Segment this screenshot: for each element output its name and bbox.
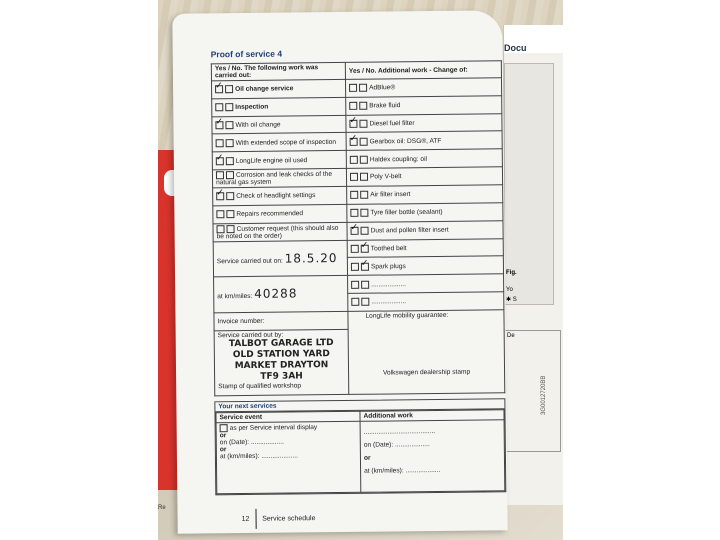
left-cell <box>211 79 345 98</box>
left-cell <box>212 133 346 152</box>
next-services <box>214 398 506 495</box>
left-label: Oil change service <box>235 85 294 94</box>
left-cell <box>212 115 346 134</box>
yes-checkbox[interactable] <box>351 227 359 235</box>
no-checkbox[interactable] <box>225 86 233 94</box>
yes-checkbox[interactable] <box>216 193 224 201</box>
dots: ................... <box>371 280 406 288</box>
left-cell <box>212 151 346 170</box>
longlife-space <box>351 318 501 370</box>
longlife-cell <box>348 310 505 394</box>
no-checkbox[interactable] <box>360 191 368 199</box>
km-label: at km/miles: <box>217 293 253 301</box>
right-page <box>503 25 563 505</box>
yes-checkbox[interactable] <box>350 173 358 181</box>
left-cell <box>213 204 347 223</box>
no-checkbox[interactable] <box>226 192 234 200</box>
yo-text: Yo <box>506 287 513 293</box>
additional-work-cell <box>360 419 505 492</box>
no-checkbox[interactable] <box>226 139 234 147</box>
right-cell <box>347 203 503 222</box>
right-label: Haldex coupling: oil <box>369 155 428 164</box>
left-header: Yes / No. The following work was carried out: <box>211 62 345 80</box>
or-text: or <box>219 445 227 453</box>
no-checkbox[interactable] <box>226 171 234 179</box>
right-cell <box>347 220 503 240</box>
spark-plugs-label: Spark plugs <box>370 262 406 271</box>
right-label: Diesel fuel filter <box>369 119 415 128</box>
km-cell <box>214 276 348 313</box>
yes-checkbox[interactable] <box>215 121 223 129</box>
no-checkbox[interactable] <box>226 225 234 233</box>
fig-label: Fig. <box>506 270 517 276</box>
de-text: De <box>507 333 515 339</box>
blank-cell <box>348 274 504 293</box>
blank-cell <box>348 292 504 311</box>
left-margin-1: Re <box>158 505 166 511</box>
right-cell <box>346 149 502 168</box>
yes-checkbox[interactable] <box>350 138 358 146</box>
workshop-stamp <box>218 338 345 383</box>
left-label: With extended scope of inspection <box>235 138 337 147</box>
service-date-cell <box>213 240 347 277</box>
stamp-line: TF9 3AH <box>260 370 303 382</box>
no-checkbox[interactable] <box>359 84 367 92</box>
right-page-header: Docu <box>504 25 563 53</box>
bullet-text: ✱ S <box>506 297 517 303</box>
next-services-heading: Your next services <box>215 399 504 412</box>
longlife-label: LongLife mobility guarantee: <box>365 311 449 320</box>
right-label: Air filter insert <box>370 191 411 199</box>
date-field[interactable]: on (Date): ................... <box>363 440 430 449</box>
footer-divider <box>255 509 256 529</box>
no-checkbox[interactable] <box>360 173 368 181</box>
page-title: Proof of service 4 <box>210 48 283 60</box>
no-checkbox[interactable] <box>361 227 369 235</box>
stamp-cell <box>214 329 349 395</box>
photo <box>158 0 563 540</box>
left-label: LongLife engine oil used <box>235 156 308 165</box>
right-cell <box>345 78 501 97</box>
no-checkbox[interactable] <box>360 137 368 145</box>
right-cell <box>347 185 503 204</box>
page-content <box>211 46 506 495</box>
no-checkbox[interactable] <box>226 210 234 218</box>
right-page-table <box>504 330 561 452</box>
right-label: Gearbox oil: DSG®, ATF <box>369 137 442 146</box>
checkbox[interactable] <box>220 424 228 432</box>
service-date-label: Service carried out on: <box>216 257 283 266</box>
no-checkbox[interactable] <box>226 157 234 165</box>
service-page <box>172 10 507 533</box>
stamp-line: TALBOT GARAGE LTD <box>228 337 334 349</box>
service-table <box>211 60 505 396</box>
stamp-label: Stamp of qualified workshop <box>218 381 302 390</box>
stamp-line: MARKET DRAYTON <box>234 359 329 371</box>
left-cell <box>213 222 347 241</box>
right-label: Poly V-belt <box>369 173 402 181</box>
dots: ................... <box>371 298 407 306</box>
right-cell <box>346 167 502 187</box>
yes-checkbox[interactable] <box>216 210 224 218</box>
or-text: or <box>363 454 371 462</box>
yes-checkbox[interactable] <box>350 209 358 217</box>
work-field[interactable]: ....................................... <box>363 427 436 436</box>
date-field[interactable]: on (Date): .................. <box>219 438 284 446</box>
page-number: 12 <box>241 515 250 523</box>
yes-checkbox[interactable] <box>216 225 224 233</box>
stamp-line: OLD STATION YARD <box>232 348 330 360</box>
left-label: Check of headlight settings <box>236 192 316 201</box>
yes-checkbox[interactable] <box>349 120 357 128</box>
no-checkbox[interactable] <box>360 209 368 217</box>
or-text: or <box>219 431 227 439</box>
table-row <box>214 310 504 331</box>
no-checkbox[interactable] <box>359 120 367 128</box>
table-row <box>216 419 505 493</box>
right-cell <box>346 131 502 150</box>
service-event-cell <box>216 421 361 494</box>
section-name: Service schedule <box>262 515 316 523</box>
right-label: Dust and pollen filter insert <box>370 226 449 235</box>
yes-checkbox[interactable] <box>361 245 369 253</box>
left-label: Repairs recommended <box>236 210 304 219</box>
no-checkbox[interactable] <box>351 280 359 288</box>
right-page-figure <box>504 63 554 305</box>
left-cell <box>213 186 347 205</box>
right-cell <box>346 113 502 132</box>
right-cell <box>346 96 502 115</box>
additional-work-header: Additional work <box>360 409 504 421</box>
yes-checkbox[interactable] <box>349 84 357 92</box>
side-code: 3G0012720BB <box>541 375 547 415</box>
spark-plugs-cell <box>347 256 503 275</box>
service-event-header: Service event <box>216 411 360 423</box>
left-cell <box>212 97 346 116</box>
dealer-stamp-label: Volkswagen dealership stamp <box>382 368 471 377</box>
no-checkbox[interactable] <box>225 103 233 111</box>
yes-checkbox[interactable] <box>215 86 223 94</box>
no-checkbox[interactable] <box>359 102 367 110</box>
toothed-belt-label: Toothed belt <box>370 245 407 253</box>
invoice-label: Invoice number: <box>214 311 348 330</box>
left-label: Corrosion and leak checks of the natural gas system <box>216 170 333 187</box>
km-field[interactable]: at (km/miles): ................... <box>364 466 441 475</box>
left-cell <box>212 168 346 187</box>
page-footer <box>241 508 315 529</box>
yes-checkbox[interactable] <box>349 102 357 110</box>
km-field[interactable]: at (km/miles): .................... <box>219 452 299 460</box>
km-value: 40288 <box>254 286 298 302</box>
right-label: AdBlue® <box>369 84 396 92</box>
no-checkbox[interactable] <box>360 155 368 163</box>
no-checkbox[interactable] <box>351 263 359 271</box>
no-checkbox[interactable] <box>351 298 359 306</box>
no-checkbox[interactable] <box>225 121 233 129</box>
yes-checkbox[interactable] <box>361 298 369 306</box>
no-checkbox[interactable] <box>351 245 359 253</box>
right-label: Brake fluid <box>369 102 401 110</box>
service-date-value: 18.5.20 <box>284 250 338 266</box>
yes-checkbox[interactable] <box>216 139 224 147</box>
carried-out-by-label: Service carried out by: <box>217 331 284 339</box>
right-label: Tyre filler bottle (sealant) <box>370 208 443 217</box>
right-header: Yes / No. Additional work - Change of: <box>345 61 501 80</box>
yes-checkbox[interactable] <box>361 280 369 288</box>
yes-checkbox[interactable] <box>350 191 358 199</box>
yes-checkbox[interactable] <box>216 157 224 165</box>
left-label: With oil change <box>235 121 281 129</box>
next-services-table <box>215 409 505 494</box>
yes-checkbox[interactable] <box>216 171 224 179</box>
left-label: Customer request (this should also be noted on the order) <box>216 224 339 240</box>
left-label: Inspection <box>235 103 269 112</box>
yes-checkbox[interactable] <box>215 103 223 111</box>
yes-checkbox[interactable] <box>361 262 369 270</box>
yes-checkbox[interactable] <box>350 155 358 163</box>
toothed-belt-cell <box>347 238 503 257</box>
interval-label: as per Service interval display <box>229 423 318 432</box>
